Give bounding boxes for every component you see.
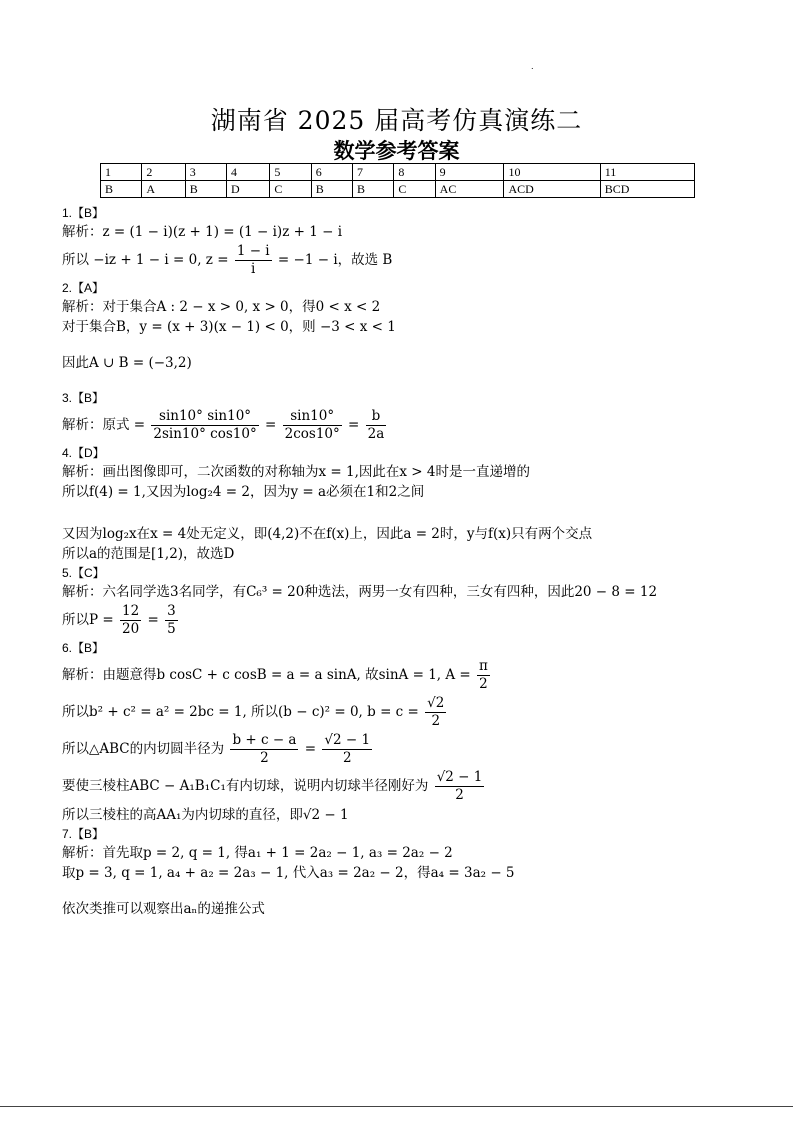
fraction <box>151 408 258 443</box>
text-segment: 解析：由题意得b cosC + c cosB = a = a sinA, 故sinA = 1, A = <box>62 667 471 683</box>
answer-table <box>100 163 695 198</box>
table-cell: 8 <box>394 164 435 181</box>
question-label: 7.【B】 <box>62 827 105 841</box>
question-label: 2.【A】 <box>62 281 105 295</box>
solution-line: 因此A ∪ B = (−3,2) <box>62 355 192 371</box>
solution-line <box>62 769 742 804</box>
denominator: 20 <box>121 621 140 637</box>
fraction <box>435 769 485 804</box>
solution-line <box>62 408 742 443</box>
denominator: 2 <box>479 676 488 692</box>
question-number-row <box>101 164 695 181</box>
denominator: 2 <box>342 750 352 766</box>
solution-line: 取p = 3, q = 1, a₄ + a₂ = 2a₃ − 1, 代入a₃ = 2a₂ − 2，得a₄ = 3a₂ − 5 <box>62 865 515 881</box>
question-label: 4.【D】 <box>62 446 105 460</box>
table-cell: 3 <box>185 164 226 181</box>
denominator: 2a <box>367 426 385 442</box>
table-cell: D <box>227 181 270 198</box>
table-cell: 7 <box>353 164 394 181</box>
table-cell: B <box>101 181 142 198</box>
solution-line: 解析：对于集合A : 2 − x > 0, x > 0，得0 < x < 2 <box>62 299 381 315</box>
text-segment: 所以P = <box>62 612 114 628</box>
table-cell: B <box>311 181 352 198</box>
table-cell: B <box>185 181 226 198</box>
table-cell: A <box>142 181 185 198</box>
fraction <box>230 732 298 767</box>
solution-line <box>62 695 742 730</box>
table-cell: ACD <box>504 181 600 198</box>
text-segment: 解析：原式 = <box>62 417 146 433</box>
solution-line: 所以a的范围是[1,2)，故选D <box>62 546 235 562</box>
denominator: i <box>251 261 256 277</box>
fraction <box>477 658 490 693</box>
solution-line <box>62 732 742 767</box>
numerator: b <box>366 408 387 426</box>
text-segment: = <box>304 741 317 757</box>
table-cell: AC <box>435 181 504 198</box>
numerator: sin10° <box>283 408 342 426</box>
solution-line: 解析：首先取p = 2, q = 1, 得a₁ + 1 = 2a₂ − 1, a₃ = 2a₂ − 2 <box>62 845 453 861</box>
denominator: 5 <box>167 621 176 637</box>
table-cell: B <box>353 181 394 198</box>
table-cell: 6 <box>311 164 352 181</box>
table-cell: 2 <box>142 164 185 181</box>
numerator: sin10° sin10° <box>151 408 258 426</box>
numerator: 12 <box>121 603 140 619</box>
text-segment: 所以b² + c² = a² = 2bc = 1, 所以(b − c)² = 0, b = c = <box>62 704 419 720</box>
numerator: √2 − 1 <box>436 769 483 785</box>
table-cell: BCD <box>600 181 694 198</box>
denominator: 2sin10° cos10° <box>153 426 257 442</box>
text-segment: 要使三棱柱ABC − A₁B₁C₁有内切球，说明内切球半径刚好为 <box>62 778 429 794</box>
table-cell: 10 <box>504 164 600 181</box>
text-segment: = <box>147 612 159 628</box>
solution-line: 解析：z = (1 − i)(z + 1) = (1 − i)z + 1 − i <box>62 224 343 240</box>
solution-line: 解析：六名同学选3名同学，有C₆³ = 20种选法，两男一女有四种，三女有四种，因此20 − 8 = 12 <box>62 584 658 600</box>
solution-line <box>62 658 742 693</box>
question-label: 6.【B】 <box>62 641 105 655</box>
solution-line: 对于集合B，y = (x + 3)(x − 1) < 0，则 −3 < x < 1 <box>62 319 396 335</box>
numerator: √2 − 1 <box>324 732 371 748</box>
denominator: 2 <box>455 787 464 803</box>
denominator: 2 <box>431 713 441 729</box>
solution-line: 所以三棱柱的高AA₁为内切球的直径，即√2 − 1 <box>62 807 349 823</box>
denominator: 2 <box>260 750 269 766</box>
table-cell: C <box>270 181 311 198</box>
table-cell: 5 <box>270 164 311 181</box>
solutions-body <box>62 203 742 920</box>
numerator: 1 − i <box>236 243 270 259</box>
denominator: 2cos10° <box>284 426 340 442</box>
answer-key-title: 数学参考答案 <box>333 139 460 163</box>
solution-line: 解析：画出图像即可，二次函数的对称轴为x = 1,因此在x > 4时是一直递增的 <box>62 464 530 480</box>
fraction <box>165 603 178 638</box>
text-segment: 所以△ABC的内切圆半径为 <box>62 741 225 757</box>
table-cell: 1 <box>101 164 142 181</box>
text-segment: = <box>265 417 277 433</box>
fraction <box>425 695 446 730</box>
table-cell: 4 <box>227 164 270 181</box>
corner-mark: . <box>531 62 534 71</box>
numerator: π <box>479 658 488 674</box>
solution-line: 又因为log₂x在x = 4处无定义，即(4,2)不在f(x)上，因此a = 2时，y与f(x)只有两个交点 <box>62 526 593 542</box>
solution-line <box>62 243 742 278</box>
fraction <box>322 732 372 767</box>
fraction <box>235 243 272 278</box>
fraction <box>366 408 387 443</box>
solution-line: 所以f(4) = 1,又因为log₂4 = 2，因为y = a必须在1和2之间 <box>62 484 425 500</box>
fraction <box>283 408 342 443</box>
exam-title: 湖南省 2025 届高考仿真演练二 <box>210 106 583 135</box>
answer-row <box>101 181 695 198</box>
text-segment: = <box>348 417 360 433</box>
text-segment: = −1 − i，故选 B <box>277 252 393 268</box>
numerator: 3 <box>167 603 176 619</box>
page-bottom-rule <box>0 1106 793 1107</box>
table-cell: 11 <box>600 164 694 181</box>
question-label: 1.【B】 <box>62 206 105 220</box>
solution-line <box>62 603 742 638</box>
numerator: b + c − a <box>232 732 297 748</box>
question-label: 5.【C】 <box>62 566 105 580</box>
numerator: √2 <box>427 695 445 711</box>
table-cell: 9 <box>435 164 504 181</box>
table-cell: C <box>394 181 435 198</box>
text-segment: 所以 −iz + 1 − i = 0, z = <box>62 252 229 268</box>
solution-line: 依次类推可以观察出aₙ的递推公式 <box>62 901 265 917</box>
fraction <box>120 603 141 638</box>
question-label: 3.【B】 <box>62 391 105 405</box>
